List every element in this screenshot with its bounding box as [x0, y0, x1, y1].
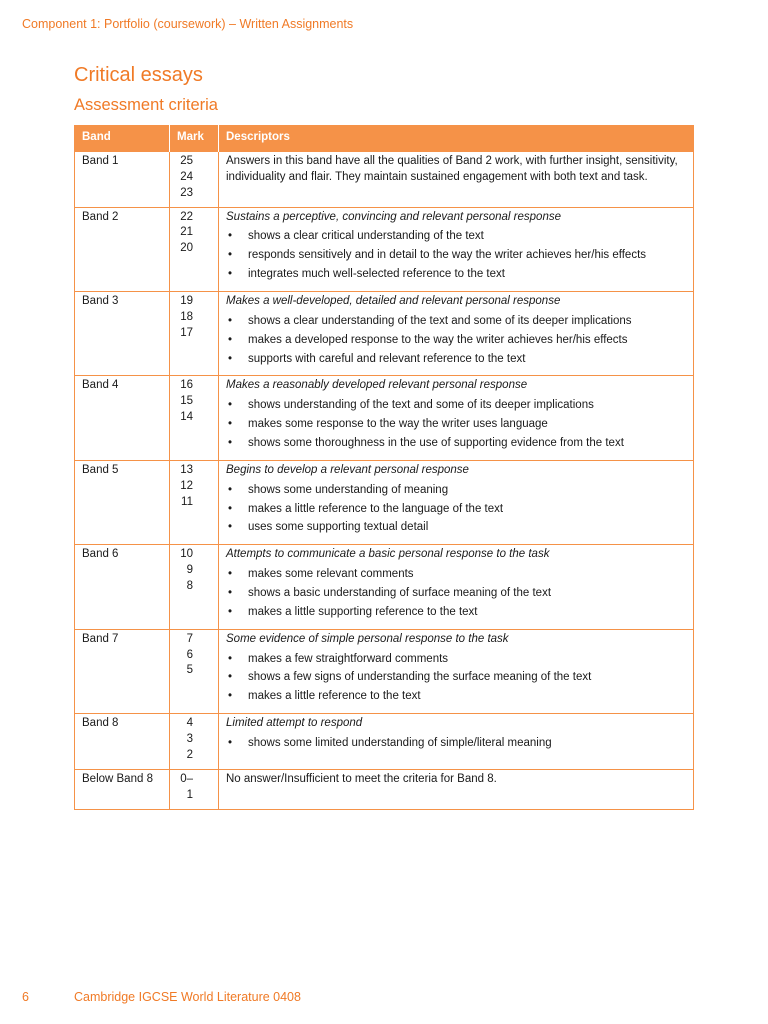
mark-value: 15	[180, 395, 193, 408]
descriptor-point: • shows some understanding of meaning	[226, 483, 686, 499]
descriptor-point: • shows understanding of the text and some of its deeper implications	[226, 398, 686, 414]
mark-value: 2	[186, 748, 193, 761]
descriptor-cell	[219, 460, 694, 544]
mark-cell	[170, 207, 219, 291]
descriptor-cell	[219, 292, 694, 376]
mark-value: 21	[180, 226, 193, 239]
band-cell: Band 2	[75, 207, 170, 291]
header-descriptors: Descriptors	[219, 125, 694, 152]
descriptor-point: • makes a developed response to the way the writer achieves her/his effects	[226, 333, 686, 349]
table-row	[75, 460, 694, 544]
descriptor-lead: Begins to develop a relevant personal response	[226, 463, 469, 476]
band-cell: Band 7	[75, 629, 170, 713]
descriptor-cell	[219, 714, 694, 770]
descriptor-point: • shows a basic understanding of surface meaning of the text	[226, 586, 686, 602]
mark-value: 12	[180, 479, 193, 492]
descriptor-point: • shows some thoroughness in the use of supporting evidence from the text	[226, 436, 686, 452]
mark-value: 17	[180, 326, 193, 339]
table-row	[75, 545, 694, 629]
mark-list	[177, 772, 211, 804]
descriptor-lead: Attempts to communicate a basic personal response to the task	[226, 548, 550, 561]
descriptor-lead: Makes a well-developed, detailed and relevant personal response	[226, 295, 561, 308]
descriptor-cell	[219, 376, 694, 460]
mark-cell	[170, 292, 219, 376]
descriptor-lead: Makes a reasonably developed relevant personal response	[226, 379, 528, 392]
descriptor-point: • makes some relevant comments	[226, 567, 686, 583]
mark-value: 25	[180, 155, 193, 167]
mark-value: 23	[180, 186, 193, 199]
descriptor-point: • responds sensitively and in detail to the way the writer achieves her/his effects	[226, 248, 686, 264]
descriptor-point: • shows a clear understanding of the text and some of its deeper implications	[226, 314, 686, 330]
descriptor-cell	[219, 545, 694, 629]
mark-value: 11	[181, 495, 193, 508]
band-cell: Band 5	[75, 460, 170, 544]
mark-cell	[170, 152, 219, 208]
mark-cell	[170, 460, 219, 544]
table-body	[75, 152, 694, 810]
section-title: Assessment criteria	[74, 96, 218, 114]
page-title: Critical essays	[74, 64, 203, 86]
descriptor-point: • makes a little reference to the language of the text	[226, 502, 686, 518]
mark-value: 24	[180, 170, 193, 183]
descriptor-point: • supports with careful and relevant reference to the text	[226, 352, 686, 368]
page-number: 6	[22, 990, 29, 1004]
mark-list	[177, 154, 211, 202]
descriptor-text: No answer/Insufficient to meet the criteria for Band 8.	[226, 772, 497, 785]
mark-cell	[170, 714, 219, 770]
band-cell: Band 8	[75, 714, 170, 770]
mark-value: 20	[180, 242, 193, 255]
descriptor-cell	[219, 152, 694, 208]
table-row	[75, 292, 694, 376]
descriptor-point: • makes a little supporting reference to the text	[226, 605, 686, 621]
descriptor-lead: Limited attempt to respond	[226, 717, 363, 730]
descriptor-points	[226, 567, 686, 621]
descriptor-lead: Some evidence of simple personal response to the task	[226, 632, 509, 645]
table-row	[75, 714, 694, 770]
descriptor-points	[226, 314, 686, 368]
descriptor-points	[226, 398, 686, 452]
table-header-row	[75, 125, 694, 152]
mark-value: 14	[180, 411, 193, 424]
mark-list	[177, 378, 211, 426]
band-cell: Band 1	[75, 152, 170, 208]
mark-value: 22	[180, 210, 193, 223]
descriptor-text: Answers in this band have all the qualities of Band 2 work, with further insight, sensitivity, individuality and flair. They maintain sustained engagement with both text and task.	[226, 155, 678, 183]
mark-value: 18	[180, 310, 193, 323]
mark-list	[177, 632, 211, 680]
descriptor-cell	[219, 629, 694, 713]
band-cell: Below Band 8	[75, 769, 170, 809]
descriptor-points	[226, 736, 686, 752]
descriptor-point: • makes a few straightforward comments	[226, 652, 686, 668]
mark-cell	[170, 545, 219, 629]
mark-value: 5	[186, 664, 193, 677]
mark-value: 19	[180, 295, 193, 308]
descriptor-points	[226, 652, 686, 706]
assessment-criteria-table	[74, 125, 694, 810]
mark-list	[177, 294, 211, 342]
table-row	[75, 629, 694, 713]
descriptor-cell	[219, 769, 694, 809]
header-mark: Mark	[170, 125, 219, 152]
table-row	[75, 376, 694, 460]
table-row	[75, 769, 694, 809]
mark-cell	[170, 376, 219, 460]
descriptor-point: • makes some response to the way the writer uses language	[226, 417, 686, 433]
mark-cell	[170, 769, 219, 809]
mark-list	[177, 210, 211, 258]
running-header: Component 1: Portfolio (coursework) – Written Assignments	[22, 17, 354, 31]
mark-cell	[170, 629, 219, 713]
descriptor-point: • shows a clear critical understanding of the text	[226, 229, 686, 245]
mark-value: 9	[186, 564, 193, 577]
descriptor-points	[226, 483, 686, 537]
descriptor-lead: Sustains a perceptive, convincing and relevant personal response	[226, 210, 561, 223]
mark-value: 13	[180, 463, 193, 476]
mark-list	[177, 547, 211, 595]
descriptor-point: • integrates much well-selected reference to the text	[226, 267, 686, 283]
descriptor-cell	[219, 207, 694, 291]
band-cell: Band 3	[75, 292, 170, 376]
mark-value: 7	[186, 632, 193, 645]
mark-value: 8	[186, 580, 193, 593]
mark-list	[177, 716, 211, 764]
mark-value: 10	[180, 548, 193, 561]
publication-title: Cambridge IGCSE World Literature 0408	[74, 990, 301, 1004]
band-cell: Band 6	[75, 545, 170, 629]
band-cell: Band 4	[75, 376, 170, 460]
mark-value: 6	[186, 648, 193, 661]
table-row	[75, 207, 694, 291]
mark-value: 3	[186, 733, 193, 746]
mark-value: 4	[186, 717, 193, 730]
descriptor-points	[226, 229, 686, 283]
descriptor-point: • makes a little reference to the text	[226, 689, 686, 705]
mark-list	[177, 463, 211, 511]
descriptor-point: • shows a few signs of understanding the surface meaning of the text	[226, 670, 686, 686]
descriptor-point: • uses some supporting textual detail	[226, 520, 686, 536]
mark-value: 16	[180, 379, 193, 392]
descriptor-point: • shows some limited understanding of simple/literal meaning	[226, 736, 686, 752]
table-row	[75, 152, 694, 208]
mark-value: 0–1	[180, 772, 193, 801]
header-band: Band	[75, 125, 170, 152]
